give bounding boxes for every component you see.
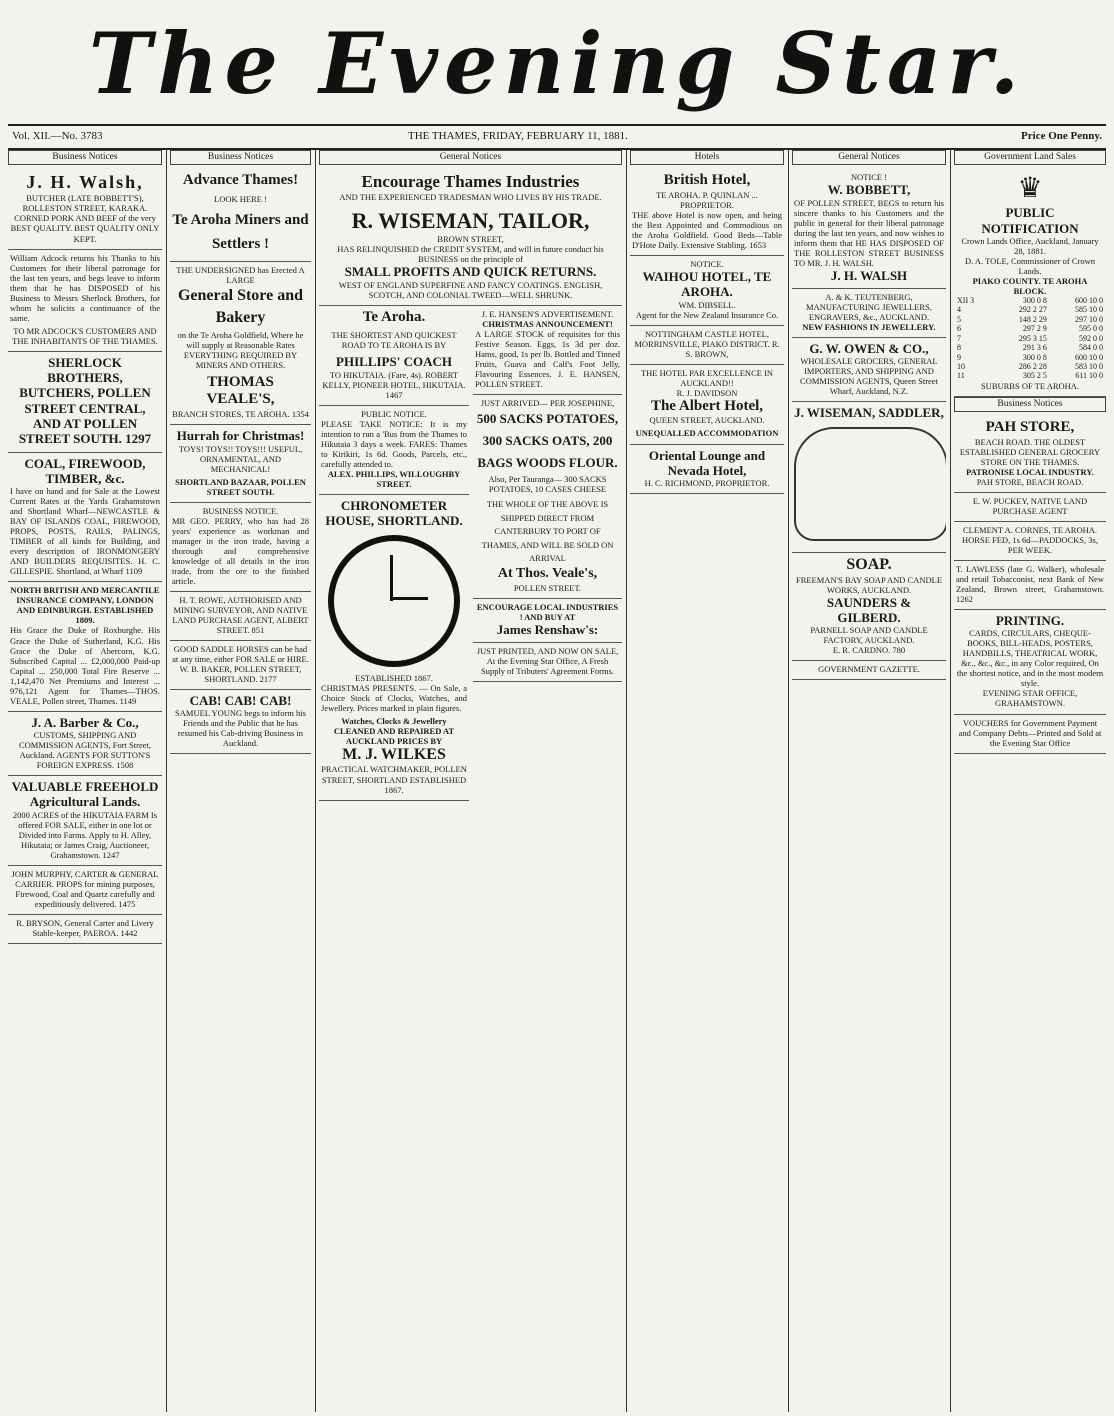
column-1: [8, 150, 162, 1412]
col3-split: [319, 306, 622, 801]
advert-renshaw: ENCOURAGE LOCAL INDUSTRIES ! AND BUY AT James Renshaw's:: [473, 599, 622, 643]
advert-sherlock: SHERLOCK BROTHERS, BUTCHERS, POLLEN STREET CENTRAL, AND AT POLLEN STREET SOUTH. 1297: [8, 352, 162, 453]
advert-general-store: THE UNDERSIGNED has Erected A LARGE General Store and Bakery on the Te Aroha Goldfield, Where he will supply at Reasonable Rates EVERYTHING REQUIRED BY MINERS AND OTHERS. THOMAS VEALE'S, BRANCH STORES, TE AROHA. 1354: [170, 262, 311, 425]
price: Price One Penny.: [1021, 130, 1102, 142]
advert-hansen: J. E. HANSEN'S ADVERTISEMENT. CHRISTMAS ANNOUNCEMENT! A LARGE STOCK of requisites for this Festive Season. Eggs, 1s 3d per doz. Hams, good, 1s per lb. Bottled and Tinned Fruits, Guava and Calf's Foot Jelly, Flavouring Essences. J. E. HANSEN, POLLEN STREET.: [473, 306, 622, 395]
advert-christmas: Hurrah for Christmas! TOYS! TOYS!! TOYS!!! USEFUL, ORNAMENTAL, AND MECHANICAL! SHORTLAND BAZAAR, POLLEN STREET SOUTH.: [170, 425, 311, 502]
advert-wiseman-tailor: Encourage Thames Industries AND THE EXPERIENCED TRADESMAN WHO LIVES BY HIS TRADE. R. WISEMAN, TAILOR, BROWN STREET, HAS RELINQUISHED the CREDIT SYSTEM, and will in future conduct his BUSINESS on the principle of SMALL PROFITS AND QUICK RETURNS. WEST OF ENGLAND SUPERFINE AND FANCY COATINGS. ENGLISH, SCOTCH, AND COLONIAL TWEED—WELL SHRUNK.: [319, 169, 622, 305]
advert-teutenberg: A. & K. TEUTENBERG, MANUFACTURING JEWELLERS, ENGRAVERS, &c., AUCKLAND. NEW FASHIONS IN JEWELLERY.: [792, 289, 946, 338]
advert-cornes: CLEMENT A. CORNES, TE AROHA. HORSE FED, 1s 6d—PADDOCKS, 3s, PER WEEK.: [954, 522, 1106, 561]
clock-illustration: [328, 535, 460, 667]
advert-printing: PRINTING. CARDS, CIRCULARS, CHEQUE-BOOKS, BILL-HEADS, POSTERS, HANDBILLS, THEATRICAL WORK, &c., &c., &c., in any Color required, On the shortest notice, and in the most modern style. EVENING STAR OFFICE, GRAHAMSTOWN.: [954, 610, 1106, 714]
column-3: [319, 150, 622, 1412]
advert-chronometer: CHRONOMETER HOUSE, SHORTLAND. ESTABLISHED 1867. CHRISTMAS PRESENTS. — On Sale, a Choice Stock of Clocks, Watches, and Jewellery. Prices marked in plain figures. Watches, Clocks & Jewellery CLEANED AND REPAIRED AT AUCKLAND PRICES BY M. J. WILKES PRACTICAL WATCHMAKER, POLLEN STREET, SHORTLAND ESTABLISHED 1867.: [319, 495, 469, 801]
advert-walsh: J. H. Walsh, BUTCHER (LATE BOBBETT'S), ROLLESTON STREET, KARAKA. CORNED PORK AND BEEF of the very BEST QUALITY. BEST QUALITY ONLY KEPT.: [8, 169, 162, 249]
volume-number: Vol. XII.—No. 3783: [12, 130, 103, 142]
land-row: 9 300 0 8 600 10 0: [957, 352, 1103, 362]
advert-waihou-hotel: NOTICE. WAIHOU HOTEL, TE AROHA. WM. DIBSELL. Agent for the New Zealand Insurance Co.: [630, 256, 784, 326]
advert-vouchers: VOUCHERS for Government Payment and Company Debts—Printed and Sold at the Evening Star Office: [954, 715, 1106, 754]
advert-coal: COAL, FIREWOOD, TIMBER, &c. I have on hand and for Sale at the Lowest Current Rates at the Yards Grahamstown and Shortland Wharf—NEWCASTLE & BAY OF ISLANDS COAL, FIREWOOD, PROPS, POSTS, RAILS, PALINGS, TIMBER of all kinds for Building, and every description of IRONMONGERY AND BUILDERS REQUISITES. H. C. GILLESPIE. Shortland, at Wharf 1109: [8, 453, 162, 583]
advert-owen: G. W. OWEN & CO., WHOLESALE GROCERS, GENERAL IMPORTERS, AND SHIPPING AND COMMISSION AGENTS, Queen Street Wharf, Auckland, N.Z.: [792, 338, 946, 402]
advert-coach: Te Aroha. THE SHORTEST AND QUICKEST ROAD TO TE AROHA IS BY PHILLIPS' COACH TO HIKUTAIA. (Fare, 4s). ROBERT KELLY, PIONEER HOTEL, HIKUTAIA. 1467: [319, 306, 469, 406]
dateline: [8, 124, 1106, 150]
advert-gazette: GOVERNMENT GAZETTE.: [792, 661, 946, 680]
advert-adcock: William Adcock returns his Thanks to his Customers for their liberal patronage for the last ten years, and begs leave to inform them that he has DISPOSED of his Business to Messrs Sherlock Brothers, for whom he solicits a continuance of the same. TO MR ADCOCK'S CUSTOMERS AND THE INHABITANTS OF THE THAMES.: [8, 250, 162, 352]
advert-pah-store: PAH STORE, BEACH ROAD. THE OLDEST ESTABLISHED GENERAL GROCERY STORE ON THE THAMES. PATRONISE LOCAL INDUSTRY. PAH STORE, BEACH ROAD.: [954, 416, 1106, 493]
royal-crest-icon: ♛: [1017, 173, 1043, 205]
land-row: 5 148 2 29 297 10 0: [957, 314, 1103, 324]
column-6: [954, 150, 1106, 1412]
advert-rowe: H. T. ROWE, AUTHORISED AND MINING SURVEYOR, AND NATIVE LAND PURCHASE AGENT, ALBERT STREET. 851: [170, 592, 311, 641]
advert-albert-hotel: THE HOTEL PAR EXCELLENCE IN AUCKLAND!! R. J. DAVIDSON The Albert Hotel, QUEEN STREET, AUCKLAND. UNEQUALLED ACCOMMODATION: [630, 365, 784, 445]
advert-cab: CAB! CAB! CAB! SAMUEL YOUNG begs to inform his Friends and the Public that he has resumed his Cab-driving Business in Auckland.: [170, 690, 311, 754]
land-table: [956, 296, 1104, 381]
advert-veale-produce: JUST ARRIVED— PER JOSEPHINE, 500 SACKS POTATOES, 300 SACKS OATS, 200 BAGS WOODS FLOUR. Also, Per Tauranga— 300 SACKS POTATOES, 10 CASES CHEESE THE WHOLE OF THE ABOVE IS SHIPPED DIRECT FROM CANTERBURY TO PORT OF THAMES, AND WILL BE SOLD ON ARRIVAL At Thos. Veale's, POLLEN STREET.: [473, 395, 622, 599]
land-row: 6 297 2 9 595 0 0: [957, 324, 1103, 334]
masthead-title: The Evening Star.: [88, 14, 1026, 113]
land-row: 4 292 2 27 585 10 0: [957, 305, 1103, 315]
advert-baker: GOOD SADDLE HORSES can be had at any time, either FOR SALE or HIRE. W. B. BAKER, POLLEN STREET, SHORTLAND. 2177: [170, 641, 311, 690]
land-row: 8 291 3 6 584 0 0: [957, 343, 1103, 353]
land-row: 11 305 2 5 611 10 0: [957, 371, 1103, 381]
advert-public-notice: PUBLIC NOTICE. PLEASE TAKE NOTICE: It is my intention to run a 'Bus from the Thames to Hikutaia 3 days a week. FARES: Thames to Kirikiri, 1s 6d. Goods, Parcels, etc., carefully attended to. ALEX. PHILLIPS, WILLOUGHBY STREET.: [319, 406, 469, 495]
section-header: Business Notices: [954, 397, 1106, 412]
column-5: [792, 150, 946, 1412]
advert-saddler: J. WISEMAN, SADDLER,: [792, 402, 946, 552]
column-4: [630, 150, 784, 1412]
advert-puckey: E. W. PUCKEY, NATIVE LAND PURCHASE AGENT: [954, 493, 1106, 522]
land-row: 7 295 3 15 592 0 0: [957, 333, 1103, 343]
advert-barber: J. A. Barber & Co., CUSTOMS, SHIPPING AND COMMISSION AGENTS, Fort Street, Auckland. AGENTS FOR SUTTON'S FOREIGN EXPRESS. 1508: [8, 712, 162, 776]
column-2: [170, 150, 311, 1412]
section-header: Hotels: [630, 150, 784, 165]
advert-oriental: Oriental Lounge and Nevada Hotel, H. C. RICHMOND, PROPRIETOR.: [630, 445, 784, 495]
section-header: Business Notices: [170, 150, 311, 165]
advert-advance-thames: Advance Thames! LOOK HERE ! Te Aroha Miners and Settlers !: [170, 169, 311, 262]
advert-nottingham: NOTTINGHAM CASTLE HOTEL, MORRINSVILLE, PIAKO DISTRICT. R. S. BROWN,: [630, 326, 784, 365]
advert-land: VALUABLE FREEHOLD Agricultural Lands. 2000 ACRES of the HIKUTAIA FARM Is offered FOR SALE, either in one lot or Divided into Farms. Apply to H. Alley, Hikutaia; or James Craig, Auctioneer, Grahamstown. 1247: [8, 776, 162, 866]
advert-soap: SOAP. FREEMAN'S BAY SOAP AND CANDLE WORKS, AUCKLAND. SAUNDERS & GILBERD. PARNELL SOAP AND CANDLE FACTORY, AUCKLAND. E. R. CARDNO. 780: [792, 553, 946, 662]
advert-perry: BUSINESS NOTICE. MR GEO. PERRY, who has had 28 years' experience as workman and manager in the iron trade, having a thorough and comprehensive knowledge of all details in the iron trade, from the ore to the finished article.: [170, 503, 311, 592]
saddle-illustration: [794, 427, 946, 541]
section-header: General Notices: [792, 150, 946, 165]
advert-british-hotel: British Hotel, TE AROHA. P. QUINLAN ... PROPRIETOR. THE above Hotel is now open, and being the Best Appointed and Commodious on the Aroha Goldfield. Good Beds—Table D'Hote Daily. Extensive Stabling. 1653: [630, 169, 784, 256]
land-row: XII 3 300 0 8 600 10 0: [957, 295, 1103, 305]
advert-lawless: T. LAWLESS (late G. Walker), wholesale and retail Tobacconist, next Bank of New Zealand, Brown street, Grahamstown. 1262: [954, 561, 1106, 610]
advert-bryson: R. BRYSON, General Carter and Livery Stable-keeper, PAEROA. 1442: [8, 915, 162, 944]
land-row: 10 286 2 28 583 10 0: [957, 362, 1103, 372]
section-header: Government Land Sales: [954, 150, 1106, 165]
advert-north-british: NORTH BRITISH AND MERCANTILE INSURANCE COMPANY, LONDON AND EDINBURGH. ESTABLISHED 1809. His Grace the Duke of Roxburghe. His Grace the Duke of Sutherland, K.G. His Grace the Duke of Abercorn, K.G. Subscribed Capital ... £2,000,000 Paid-up Capital ... 250,000 Total Fire Reserve ... 1,142,470 Net Premiums and Interest ... 976,121 Agent for Thames—THOS. VEALE, Pollen street, Thames. 1149: [8, 582, 162, 711]
advert-land-notification: ♛ PUBLIC NOTIFICATION Crown Lands Office, Auckland, January 28, 1881. D. A. TOLE, Commissioner of Crown Lands. PIAKO COUNTY. TE AROHA BLOCK. XII 3 300 0 8 600 10 0 4 292 2 27 585 10 0 5 148 2 29 297 10 0 6 297 2 9 595 0 0 7 295 3 15 592 0 0 8 291 3 6 584 0 0 9 300 0 8 600 10 0 10 286 2 28 583 10 0 11 305 2 5 611 10 0 SUBURBS OF TE AROHA.: [954, 169, 1106, 397]
section-header: Business Notices: [8, 150, 162, 165]
advert-bobbett: NOTICE ! W. BOBBETT, OF POLLEN STREET, BEGS to return his sincere thanks to his Customers and the public in general for their liberal patronage during the last ten years, and now wishes to inform them that HE HAS DISPOSED OF THE ROLLESTON STREET BUSINESS TO MR. J. H. WALSH. J. H. WALSH: [792, 169, 946, 289]
advert-murphy: JOHN MURPHY, CARTER & GENERAL CARRIER. PROPS for mining purposes, Firewood, Coal and Quartz carefully and expeditiously delivered. 1475: [8, 866, 162, 915]
issue-date: THE THAMES, FRIDAY, FEBRUARY 11, 1881.: [408, 130, 628, 142]
masthead: [0, 0, 1114, 118]
advert-printed: JUST PRINTED, AND NOW ON SALE, At the Evening Star Office, A Fresh Supply of Tributers' Agreement Forms.: [473, 643, 622, 682]
section-header: General Notices: [319, 150, 622, 165]
